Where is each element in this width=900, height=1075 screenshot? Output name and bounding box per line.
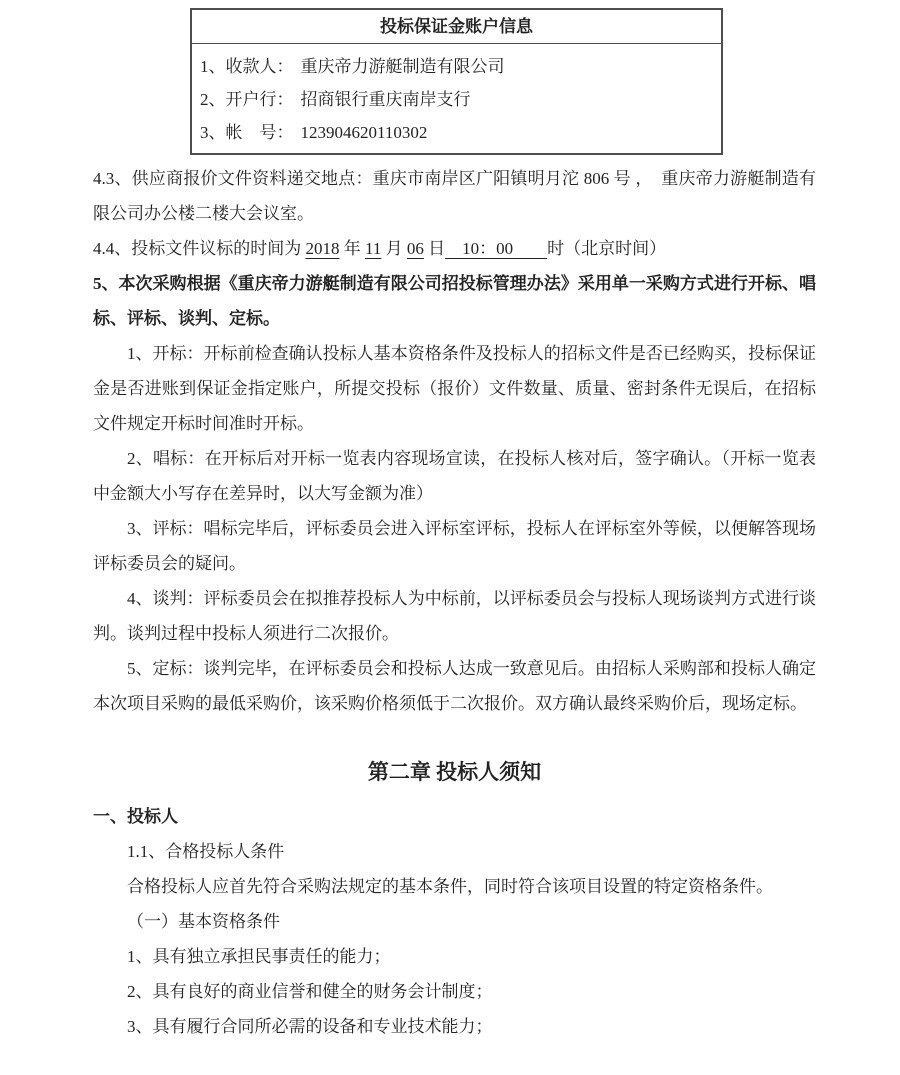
deposit-row-bank-label: 2、开户行： — [200, 90, 294, 109]
p44-prefix: 4.4、投标文件议标的时间为 — [93, 239, 302, 258]
basic-qualification-item-3: 3、具有履行合同所必需的设备和专业技术能力； — [127, 1017, 493, 1036]
clause-1-1-intro: 合格投标人应首先符合采购法规定的基本条件，同时符合该项目设置的特定资格条件。 — [127, 877, 773, 896]
procedure-item-bid-opening: 1、开标：开标前检查确认投标人基本资格条件及投标人的招标文件是否已经购买，投标保证金是否进账到保证金指定账户，所提交投标（报价）文件数量、质量、密封条件无误后，在招标文件规定开标时间准时开标。 — [93, 344, 816, 433]
procedure-item-bid-evaluation: 3、评标：唱标完毕后，评标委员会进入评标室评标，投标人在评标室外等候，以便解答现场评标委员会的疑问。 — [93, 519, 816, 573]
deposit-row-bank-value: 招商银行重庆南岸支行 — [300, 90, 471, 109]
p44-month-underlined: 11 — [365, 239, 382, 258]
deposit-account-table — [190, 8, 723, 155]
procedure-item-bid-announcing: 2、唱标：在开标后对开标一览表内容现场宣读，在投标人核对后，签字确认。（开标一览表中金额大小写存在差异时，以大写金额为准） — [93, 449, 816, 503]
p44-day-unit: 日 — [428, 239, 446, 258]
deposit-row-account-value: 123904620110302 — [300, 123, 428, 142]
basic-qualification-title: （一）基本资格条件 — [127, 912, 280, 931]
document-body — [93, 161, 816, 1044]
deposit-row-account-label: 3、帐 号： — [200, 123, 294, 142]
chapter-2-heading: 第二章 投标人须知 — [367, 760, 542, 784]
p44-year-unit: 年 — [343, 239, 361, 258]
paragraph-5-procurement-method: 5、本次采购根据《重庆帝力游艇制造有限公司招投标管理办法》采用单一采购方式进行开标、唱标、评标、谈判、定标。 — [93, 274, 816, 328]
deposit-table-body — [192, 44, 721, 153]
section-1-bidder-title: 一、投标人 — [93, 807, 178, 826]
deposit-row-payee — [200, 50, 713, 83]
deposit-row-bank — [200, 83, 713, 116]
p44-day-underlined: 06 — [406, 239, 424, 258]
clause-1-1-title: 1.1、合格投标人条件 — [127, 842, 285, 861]
deposit-table-title: 投标保证金账户信息 — [192, 10, 721, 44]
deposit-row-payee-label: 1、收款人： — [200, 57, 294, 76]
deposit-row-account-number — [200, 116, 713, 149]
p44-year-underlined: 2018 — [305, 239, 340, 258]
basic-qualification-item-1: 1、具有独立承担民事责任的能力； — [127, 947, 391, 966]
p44-suffix: 时（北京时间） — [547, 239, 667, 258]
paragraph-4-4-bid-time — [93, 231, 816, 266]
procedure-item-award-decision: 5、定标：谈判完毕，在评标委员会和投标人达成一致意见后。由招标人采购部和投标人确定本次项目采购的最低采购价，该采购价格须低于二次报价。双方确认最终采购价后，现场定标。 — [93, 659, 816, 713]
basic-qualification-item-2: 2、具有良好的商业信誉和健全的财务会计制度； — [127, 982, 493, 1001]
p44-month-unit: 月 — [385, 239, 403, 258]
deposit-row-payee-value: 重庆帝力游艇制造有限公司 — [300, 57, 505, 76]
procedure-item-negotiation: 4、谈判：评标委员会在拟推荐投标人为中标前，以评标委员会与投标人现场谈判方式进行谈判。谈判过程中投标人须进行二次报价。 — [93, 589, 816, 643]
paragraph-4-3-delivery-location: 4.3、供应商报价文件资料递交地点：重庆市南岸区广阳镇明月沱 806 号 ， 重庆帝力游艇制造有限公司办公楼二楼大会议室。 — [93, 169, 816, 223]
p44-time-underlined: 10：00 — [445, 239, 548, 258]
